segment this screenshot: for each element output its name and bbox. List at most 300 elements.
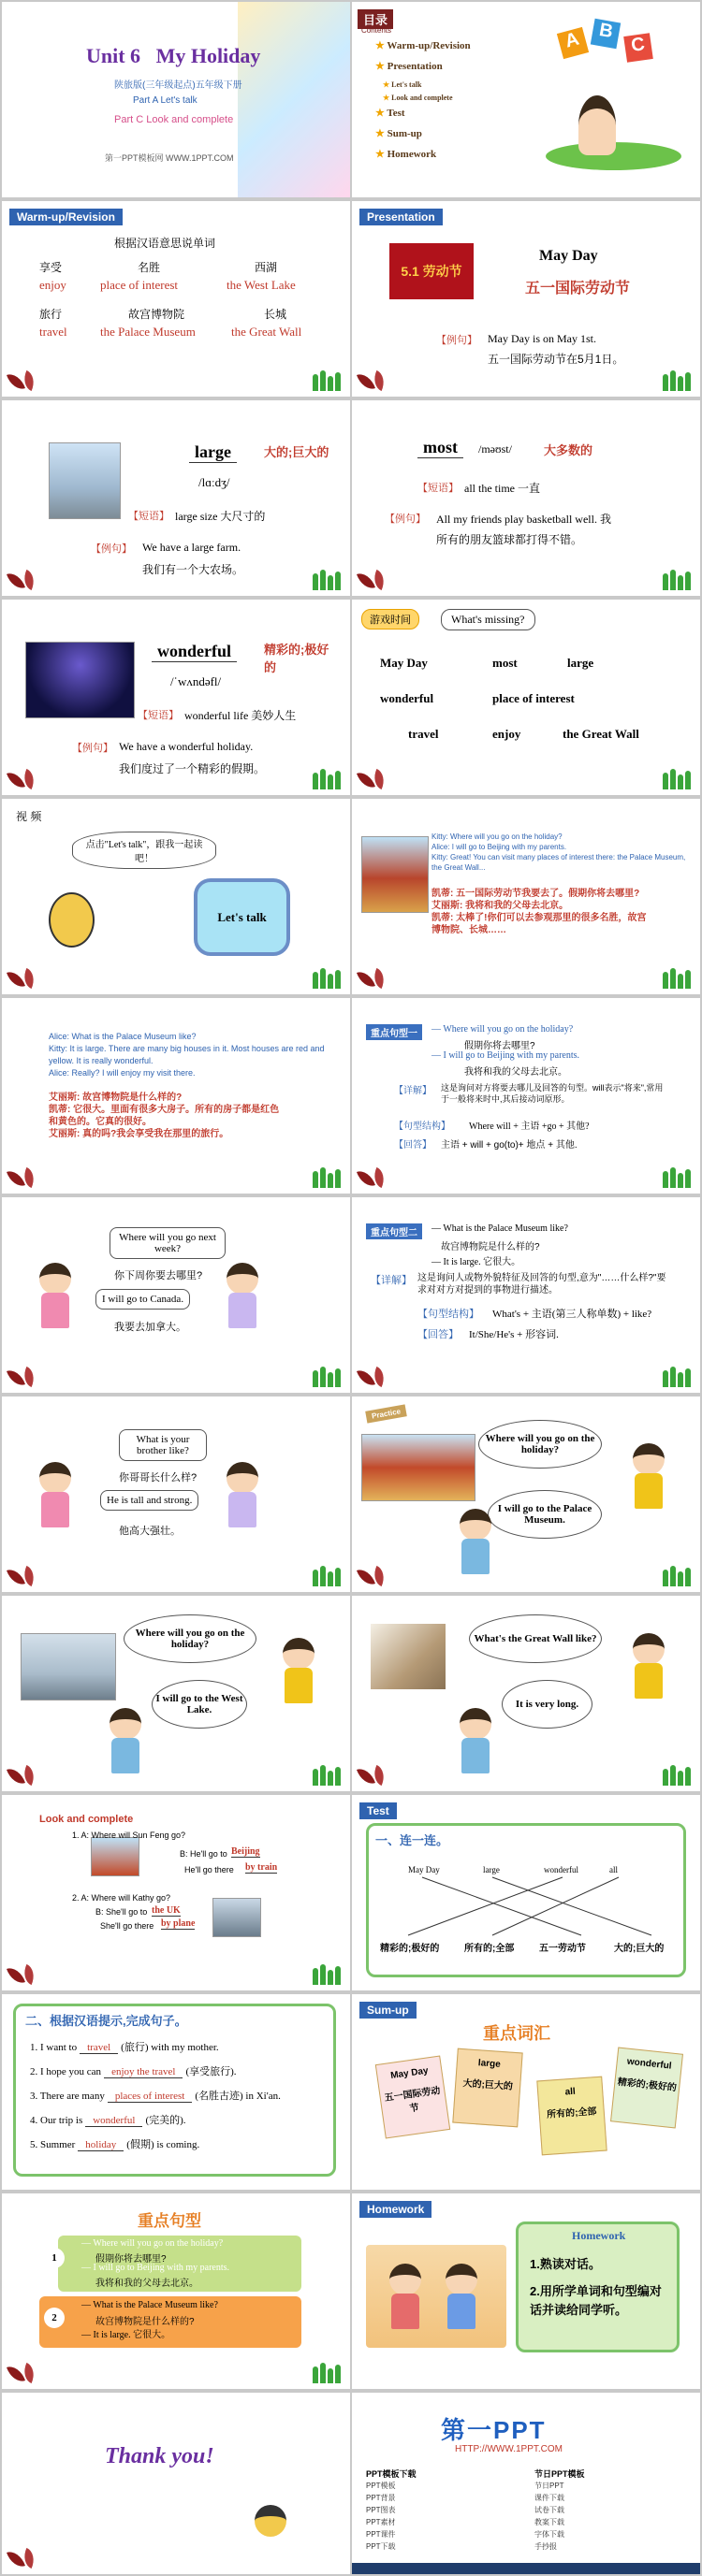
card-cn: 所有的;全部 (546, 2106, 597, 2120)
instruction: 根据汉语意思说单词 (114, 237, 216, 250)
detail-tag: 【详解】 (371, 1275, 412, 1286)
mayday-badge: 5.1 劳动节 (389, 243, 474, 299)
grass-icon (661, 1167, 693, 1188)
section-title: Look and complete (39, 1814, 134, 1825)
card-en: May Day (389, 2065, 430, 2082)
word-item: travel (408, 727, 439, 741)
ad-link[interactable]: 手抄报 (534, 2542, 557, 2551)
example-tag: 【例句】 (385, 514, 426, 525)
slide-game (352, 600, 700, 795)
boy-character (110, 1708, 141, 1773)
palace-photo (361, 1434, 475, 1501)
game-time-badge: 游戏时间 (361, 609, 419, 630)
match-meaning: 五一劳动节 (539, 1944, 586, 1954)
star-icon: ★ (375, 108, 388, 119)
dialogue-en (431, 832, 694, 873)
star-icon: ★ (383, 94, 392, 102)
detail-tag: 【详解】 (394, 1086, 431, 1096)
question-en: — Where will you go on the holiday? (431, 1024, 574, 1035)
grass-icon (311, 1964, 343, 1985)
answer-en: — I will go to Beijing with my parents. (431, 1050, 580, 1061)
leaf-icon (358, 968, 389, 989)
grass-icon (311, 968, 343, 989)
slide-test-fill (2, 1994, 350, 2190)
line-prefix: 1. I want to (30, 2042, 78, 2053)
grass-icon (661, 1765, 693, 1786)
link-group-title: 节日PPT模板 (534, 2469, 585, 2479)
example-cn: 所有的朋友篮球都打得不错。 (436, 533, 583, 546)
slide-practice-greatwall (352, 1596, 700, 1791)
line-prefix: 5. Summer (30, 2139, 76, 2150)
slide-wonderful (2, 600, 350, 795)
number-badge: 1 (44, 2248, 65, 2268)
answer-bubble: I will go to the Palace Museum. (488, 1490, 602, 1539)
word-item: most (492, 656, 518, 670)
leaf-icon (358, 1167, 389, 1188)
slide-look-complete (2, 1795, 350, 1990)
ad-link[interactable]: PPT素材 (366, 2518, 396, 2526)
word-item: large (567, 656, 594, 670)
answer-cn: 我将和我的父母去北京。 (464, 1067, 567, 1078)
toc-label: Homework (387, 149, 437, 160)
abc-children-illustration: A B C (541, 21, 681, 180)
example-en: May Day is on May 1st. (488, 332, 596, 345)
uk-photo (212, 1898, 261, 1937)
dialogue-line: Alice: What is the Palace Museum like? (49, 1032, 197, 1041)
phrase-tag: 【短语】 (417, 483, 459, 494)
sentence-en: — It is large. 它很大。 (81, 2330, 171, 2340)
ad-link[interactable]: PPT背景 (366, 2494, 396, 2502)
match-meaning: 大的;巨大的 (614, 1944, 665, 1954)
star-icon: ★ (375, 128, 388, 139)
girl-character (227, 1263, 258, 1328)
fill-line (30, 2088, 281, 2103)
grass-icon (311, 1167, 343, 1188)
fill-line (30, 2063, 237, 2078)
card-cn: 精彩的;极好的 (617, 2077, 678, 2094)
answer-fill: enjoy the travel (104, 2066, 183, 2078)
slide-practice-palace (352, 1397, 700, 1592)
dialogue-en (49, 1031, 329, 1079)
toc-item[interactable] (375, 148, 436, 160)
sentence-en: — Where will you go on the holiday? (81, 2238, 224, 2249)
building-photo (49, 442, 121, 519)
slide-practice-westlake (2, 1596, 350, 1791)
test-title: 一、连一连。 (375, 1833, 449, 1847)
great-wall-photo (371, 1624, 446, 1689)
question-bubble: What's missing? (441, 609, 535, 630)
structure-tag: 【句型结构】 (394, 1122, 450, 1132)
en-word: enjoy (39, 278, 66, 292)
example-en: We have a large farm. (142, 541, 241, 554)
lake-photo (21, 1633, 116, 1700)
question-cn: 故宫博物院是什么样的? (441, 1242, 540, 1252)
star-icon: ★ (383, 80, 392, 89)
leaf-icon (7, 1964, 39, 1985)
leaf-icon (358, 1566, 389, 1586)
key-sentence-tag: 重点句型二 (366, 1223, 422, 1239)
contents-tag-en: Contents (361, 26, 392, 35)
detail-text: 这是询问对方将要去哪儿及回答的句型。will表示"将来",常用于一般将来时中,其后接动词原形。 (441, 1083, 664, 1104)
grass-icon (661, 1367, 693, 1387)
leaf-icon (358, 769, 389, 789)
site-logo: 第一PPT (441, 2416, 547, 2444)
cn-word: 名胜 (138, 261, 161, 274)
en-word: travel (39, 325, 67, 339)
slide-title (2, 2, 350, 197)
structure-text: Where will + 主语 +go + 其他? (469, 1122, 590, 1132)
dialogue-line: Alice: Really? I will enjoy my visit there. (49, 1068, 196, 1078)
star-icon: ★ (375, 61, 388, 72)
phrase: wonderful life 美妙人生 (184, 709, 297, 722)
contents-tag: 目录 (358, 9, 393, 29)
grass-icon (311, 570, 343, 590)
slide-brother (2, 1397, 350, 1592)
question-bubble: Where will you go next week? (110, 1227, 226, 1259)
key-sentence-tag: 重点句型一 (366, 1024, 422, 1040)
detail-text: 这是询问人或物外貌特征及回答的句型,意为"……什么样?"要求对对方对提到的事物进行描述。 (417, 1273, 666, 1295)
leaf-icon (7, 769, 39, 789)
word: most (417, 438, 463, 458)
toc-label: Let's talk (391, 80, 422, 89)
match-word: all (609, 1865, 618, 1874)
girl-character (39, 1263, 71, 1328)
fill-line (30, 2112, 186, 2127)
answer-bubble: He is tall and strong. (100, 1490, 198, 1511)
beijing-photo (91, 1837, 139, 1876)
grass-icon (311, 2363, 343, 2383)
answer-fill: holiday (78, 2139, 124, 2151)
question-bubble: Where will you go on the holiday? (478, 1420, 602, 1469)
answer-bubble: I will go to Canada. (95, 1289, 190, 1310)
bee-character (255, 2505, 286, 2537)
line-suffix: (旅行) with my mother. (121, 2042, 219, 2053)
boy-character (633, 1633, 665, 1699)
line-prefix: 2. I hope you can (30, 2066, 102, 2077)
slide-key-sentences (2, 2193, 350, 2389)
slide-warmup (2, 201, 350, 397)
example-tag: 【例句】 (72, 743, 113, 754)
thank-you-text: Thank you! (105, 2444, 214, 2468)
grass-icon (661, 370, 693, 391)
dialogue-line-cn: 艾丽斯: 故宫博物院是什么样的? (49, 1093, 183, 1103)
example-tag: 【例句】 (436, 335, 477, 346)
cn-word: 旅行 (39, 308, 63, 321)
stage-photo (25, 642, 135, 718)
match-word: large (483, 1865, 500, 1874)
reply-text: 主语 + will + go(to)+ 地点 + 其他. (441, 1140, 578, 1151)
match-meaning: 所有的;全部 (464, 1944, 515, 1954)
answer-bubble: I will go to the West Lake. (152, 1680, 247, 1729)
question-bubble: What's the Great Wall like? (469, 1614, 602, 1663)
palace-photo (361, 836, 429, 913)
vocab-card (375, 2056, 450, 2139)
slide-sumup (352, 1994, 700, 2190)
boy-character (460, 1708, 491, 1773)
leaf-icon (358, 370, 389, 391)
slide-contents (352, 2, 700, 197)
girl-character (227, 1462, 258, 1527)
match-word: May Day (408, 1865, 440, 1874)
structure-tag: 【句型结构】 (417, 1309, 479, 1320)
slide-key-sentence-1 (352, 998, 700, 1194)
grass-icon (311, 370, 343, 391)
question-cn: 假期你将去哪里? (464, 1041, 535, 1051)
phonetic: /məʊst/ (478, 442, 512, 456)
en-word: the Great Wall (231, 325, 302, 339)
q1: 1. A: Where will Sun Feng go? (72, 1831, 186, 1840)
fill-line (30, 2136, 199, 2151)
dialogue-line: Kitty: It is large. There are many big houses in it. Most houses are red and yellow. It is really wonderful. (49, 1044, 325, 1065)
sentence-cn: 我将和我的父母去北京。 (95, 2279, 198, 2289)
b1b: He'll go there (184, 1865, 234, 1874)
leaf-icon (358, 1765, 389, 1786)
ad-link[interactable]: PPT下载 (366, 2542, 396, 2551)
homework-item: 1.熟读对话。 (530, 2257, 601, 2271)
match-meaning: 精彩的;极好的 (380, 1944, 440, 1954)
slide-mayday (352, 201, 700, 397)
video-tag: 视 频 (16, 810, 42, 823)
section-header: Test (359, 1802, 397, 1819)
leaf-icon (7, 2363, 39, 2383)
line-prefix: 3. There are many (30, 2091, 105, 2102)
sumup-title: 重点词汇 (483, 2024, 550, 2043)
book-subtitle: 陕旅版(三年级起点)五年级下册 (114, 80, 242, 91)
slide-key-sentence-2 (352, 1197, 700, 1393)
answer-fill: places of interest (108, 2091, 193, 2103)
answer-cn: 我要去加拿大。 (114, 1322, 186, 1333)
word-item: wonderful (380, 691, 434, 705)
word-item: enjoy (492, 727, 521, 741)
meaning: 精彩的;极好的 (264, 643, 329, 674)
homework-item: 2.用所学单词和句型编对话并读给同学听。 (530, 2284, 662, 2317)
grass-icon (311, 769, 343, 789)
question-cn: 你下周你要去哪里? (114, 1270, 203, 1281)
test-title: 二、根据汉语提示,完成句子。 (25, 2014, 187, 2028)
q2: 2. A: Where will Kathy go? (72, 1893, 171, 1903)
toc-label: Warm-up/Revision (387, 40, 471, 51)
leaf-icon (7, 968, 39, 989)
dialogue-line: Kitty: Great! You can visit many places of interest there: the Palace Museum, the Great Wall... (431, 853, 686, 872)
grass-icon (311, 1367, 343, 1387)
phrase-tag: 【短语】 (138, 710, 179, 721)
section-header: Sum-up (359, 2002, 417, 2019)
meaning: 大多数的 (544, 443, 593, 457)
word: wonderful (152, 642, 237, 662)
toc-item[interactable] (383, 94, 453, 102)
answer-fill: the UK (152, 1905, 181, 1916)
unit-title: Unit 6 My Holiday (86, 44, 261, 67)
toc-label: Look and complete (391, 94, 453, 102)
slide-dialogue-2 (2, 998, 350, 1194)
answer-bubble: It is very long. (502, 1680, 592, 1729)
dialogue-line-cn: 艾丽斯: 我将和我的父母去北京。 (431, 901, 569, 911)
cn-word: 故宫博物院 (128, 308, 185, 321)
leaf-icon (7, 2548, 39, 2569)
dialogue-line-cn: 凯蒂: 五一国际劳动节我要去了。假期你将去哪里? (431, 889, 640, 899)
cn-word: 西湖 (255, 261, 278, 274)
reply-tag: 【回答】 (417, 1329, 459, 1340)
question-bubble: What is your brother like? (119, 1429, 207, 1461)
example-tag: 【例句】 (91, 543, 132, 555)
leaf-icon (7, 1566, 39, 1586)
card-en: all (564, 2086, 577, 2098)
dialogue-line: Alice: I will go to Beijing with my parents. (431, 843, 567, 851)
boy-character (460, 1509, 491, 1574)
dialogue-cn (49, 1092, 283, 1140)
homework-title: Homework (572, 2229, 626, 2242)
site-url: HTTP://WWW.1PPT.COM (455, 2444, 563, 2454)
grass-icon (311, 1765, 343, 1786)
rainbow-decoration (238, 2, 350, 197)
grass-icon (661, 570, 693, 590)
phonetic: /lɑːdʒ/ (198, 475, 230, 489)
example-en: We have a wonderful holiday. (119, 740, 254, 753)
boy-character (633, 1443, 665, 1509)
bee-character (49, 892, 95, 948)
question-en: — What is the Palace Museum like? (431, 1223, 568, 1234)
title-en: May Day (539, 248, 598, 264)
dialogue-cn (431, 888, 647, 936)
toc-item[interactable] (375, 107, 405, 119)
dialogue-line-cn: 凯蒂: 它很大。里面有很多大房子。所有的房子都是红色和黄色的。它真的很好。 (49, 1105, 280, 1127)
leaf-icon (7, 1167, 39, 1188)
students-illustration (366, 2245, 506, 2348)
section-header: Presentation (359, 209, 443, 225)
toc-label: Sum-up (387, 128, 422, 139)
toc-item[interactable] (375, 127, 422, 139)
fill-line (30, 2039, 219, 2054)
answer-fill: wonderful (85, 2115, 142, 2127)
ad-link[interactable]: 节日PPT (534, 2482, 564, 2490)
phrase: all the time 一直 (464, 482, 540, 495)
grass-icon (661, 769, 693, 789)
footer-bar (352, 2563, 700, 2574)
practice-badge: Practice (365, 1404, 407, 1423)
slide-large (2, 400, 350, 596)
line-suffix: (名胜古迹) in Xi'an. (195, 2091, 281, 2102)
line-suffix: (完美的). (145, 2115, 186, 2126)
b2: B: She'll go to (95, 1907, 148, 1917)
vocab-card (452, 2048, 522, 2128)
star-icon: ★ (375, 149, 388, 160)
line-suffix: (假期) is coming. (126, 2139, 200, 2150)
slide-thank-you (2, 2393, 350, 2574)
match-word: wonderful (544, 1865, 578, 1874)
toc-item[interactable] (375, 60, 443, 72)
en-word: place of interest (100, 278, 179, 292)
section-header: Warm-up/Revision (9, 209, 123, 225)
example-en: All my friends play basketball well. 我 (436, 513, 611, 526)
answer-fill: by plane (161, 1918, 196, 1929)
word: large (189, 442, 237, 463)
slide-homework (352, 2193, 700, 2389)
part-c: Part C Look and complete (114, 114, 234, 125)
grass-icon (661, 968, 693, 989)
card-en: wonderful (626, 2056, 673, 2072)
card-en: large (477, 2058, 502, 2070)
cn-word: 享受 (39, 261, 63, 274)
dialogue-line-cn: 艾丽斯: 真的吗?我会享受我在那里的旅行。 (49, 1129, 229, 1139)
dialogue-line: Kitty: Where will you go on the holiday? (431, 832, 563, 841)
vocab-card (610, 2048, 683, 2129)
meaning: 大的;巨大的 (264, 445, 329, 459)
phrase-tag: 【短语】 (128, 511, 169, 522)
ad-link[interactable]: 教案下载 (534, 2518, 564, 2526)
example-cn: 我们度过了一个精彩的假期。 (119, 762, 266, 775)
en-word: the West Lake (227, 278, 296, 292)
number-badge: 2 (44, 2308, 65, 2328)
question-cn: 你哥哥长什么样? (119, 1472, 197, 1483)
en-word: the Palace Museum (100, 325, 196, 339)
card-cn: 大的;巨大的 (462, 2078, 514, 2092)
sentence-en: — What is the Palace Museum like? (81, 2300, 218, 2310)
sentence-en: — I will go to Beijing with my parents. (81, 2263, 230, 2273)
toc-label: Presentation (387, 61, 443, 72)
star-icon: ★ (375, 40, 388, 51)
line-suffix: (享受旅行). (185, 2066, 237, 2077)
part-a: Part A Let's talk (133, 95, 197, 106)
b1: B: He'll go to (180, 1849, 227, 1859)
word-item: the Great Wall (563, 727, 639, 741)
girl-character (39, 1462, 71, 1527)
dialogue-line-cn: 凯蒂: 太棒了!你们可以去参观那里的很多名胜，故宫博物院、长城…… (431, 913, 647, 935)
cn-word: 长城 (264, 308, 287, 321)
reply-tag: 【回答】 (394, 1140, 431, 1151)
leaf-icon (358, 1367, 389, 1387)
ad-link[interactable]: PPT模板 (366, 2482, 396, 2490)
ad-link[interactable]: 字体下载 (534, 2530, 564, 2539)
key-title: 重点句型 (138, 2212, 201, 2230)
slide-canada (2, 1197, 350, 1393)
phrase: large size 大尺寸的 (175, 510, 266, 523)
link-group-title: PPT模板下载 (366, 2469, 417, 2479)
answer-fill: Beijing (231, 1846, 260, 1857)
section-header: Homework (359, 2201, 431, 2218)
leaf-icon (7, 570, 39, 590)
grass-icon (311, 1566, 343, 1586)
lets-talk-tv-button[interactable]: Let's talk (194, 878, 290, 956)
sentence-cn: 假期你将去哪里? (95, 2254, 167, 2265)
toc-item[interactable] (375, 39, 471, 51)
example-cn: 我们有一个大农场。 (142, 563, 244, 576)
ad-link[interactable]: 试卷下载 (534, 2506, 564, 2514)
question-bubble: Where will you go on the holiday? (124, 1614, 256, 1663)
leaf-icon (7, 1367, 39, 1387)
ad-link[interactable]: 课件下载 (534, 2494, 564, 2502)
slide-most (352, 400, 700, 596)
grass-icon (661, 1566, 693, 1586)
leaf-icon (358, 570, 389, 590)
toc-item[interactable] (383, 80, 421, 89)
card-cn: 五一国际劳动节 (384, 2085, 442, 2115)
word-item: place of interest (492, 691, 575, 705)
slide-dialogue-1 (352, 799, 700, 994)
structure-text: What's + 主语(第三人称单数) + like? (492, 1309, 652, 1320)
toc-label: Test (387, 108, 405, 119)
answer-fill: travel (80, 2042, 118, 2054)
slide-test-match (352, 1795, 700, 1990)
example-cn: 五一国际劳动节在5月1日。 (488, 353, 624, 366)
sentence-cn: 故宫博物院是什么样的? (95, 2317, 195, 2327)
word-item: May Day (380, 656, 428, 670)
vocab-card (536, 2077, 607, 2156)
slide-video (2, 799, 350, 994)
line-prefix: 4. Our trip is (30, 2115, 83, 2126)
ad-link[interactable]: PPT图表 (366, 2506, 396, 2514)
ad-link[interactable]: PPT课件 (366, 2530, 396, 2539)
match-lines (352, 1795, 700, 1990)
